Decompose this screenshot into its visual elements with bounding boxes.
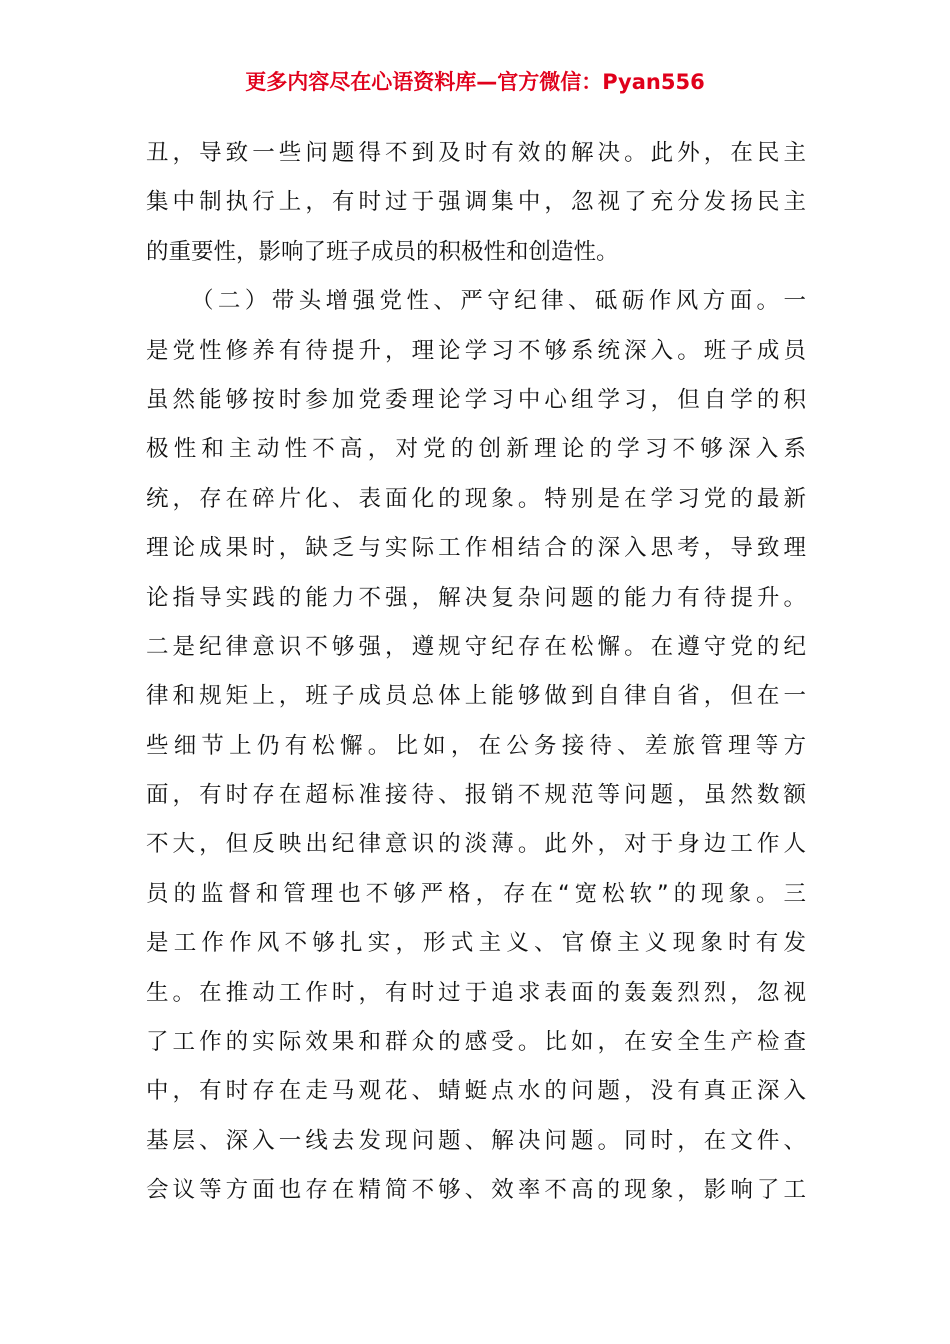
text-line: 律和规矩上，班子成员总体上能够做到自律自省，但在一 (146, 683, 806, 710)
text-line: 面，有时存在超标准接待、报销不规范等问题，虽然数额 (146, 782, 806, 809)
text-line: 理论成果时，缺乏与实际工作相结合的深入思考，导致理 (146, 535, 806, 562)
text-line: 生。在推动工作时，有时过于追求表面的轰轰烈烈，忽视 (146, 979, 806, 1006)
text-line: 虽然能够按时参加党委理论学习中心组学习，但自学的积 (146, 386, 806, 413)
text-line: 丑，导致一些问题得不到及时有效的解决。此外，在民主 (146, 140, 806, 166)
text-line: 论指导实践的能力不强，解决复杂问题的能力有待提升。 (146, 584, 806, 611)
text-line: 是党性修养有待提升，理论学习不够系统深入。班子成员 (146, 337, 806, 364)
text-line: 是工作作风不够扎实，形式主义、官僚主义现象时有发 (146, 930, 806, 957)
text-line: 基层、深入一线去发现问题、解决问题。同时，在文件、 (146, 1127, 806, 1154)
text-line: 的重要性，影响了班子成员的积极性和创造性。 (146, 238, 619, 265)
text-line: （二）带头增强党性、严守纪律、砥砺作风方面。一 (191, 288, 806, 315)
text-line: 集中制执行上，有时过于强调集中，忽视了充分发扬民主 (146, 189, 806, 216)
text-line: 统，存在碎片化、表面化的现象。特别是在学习党的最新 (146, 485, 806, 512)
text-line: 中，有时存在走马观花、蜻蜓点水的问题，没有真正深入 (146, 1078, 806, 1105)
document-body (146, 129, 806, 1216)
text-line: 些细节上仍有松懈。比如，在公务接待、差旅管理等方 (146, 732, 806, 759)
text-line: 了工作的实际效果和群众的感受。比如，在安全生产检查 (146, 1029, 806, 1056)
text-line: 极性和主动性不高，对党的创新理论的学习不够深入系 (146, 436, 806, 463)
watermark-header: 更多内容尽在心语资料库—官方微信：Pyan556 (245, 70, 705, 94)
text-line: 不大，但反映出纪律意识的淡薄。此外，对于身边工作人 (146, 831, 806, 858)
text-line: 会议等方面也存在精简不够、效率不高的现象，影响了工 (146, 1177, 806, 1204)
text-line: 二是纪律意识不够强，遵规守纪存在松懈。在遵守党的纪 (146, 633, 806, 660)
text-line: 员的监督和管理也不够严格，存在“宽松软”的现象。三 (146, 880, 806, 907)
